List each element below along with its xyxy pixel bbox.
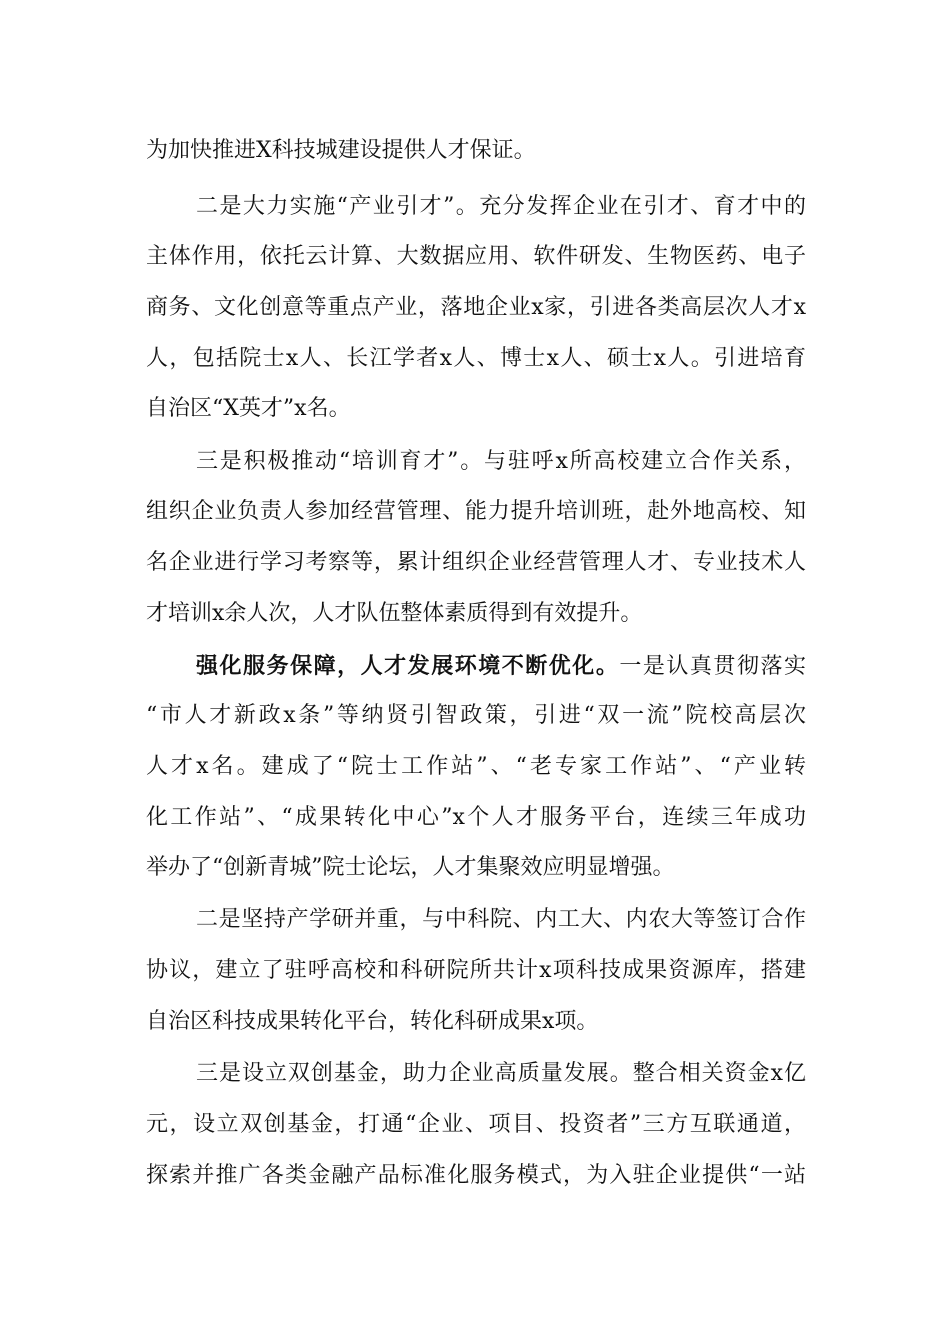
section-heading-line [196, 646, 806, 686]
text-line: 举办了“创新青城”院士论坛，人才集聚效应明显增强。 [146, 855, 675, 880]
text-run: 一是认真贯彻落实 [619, 654, 806, 679]
text-line: 主体作用，依托云计算、大数据应用、软件研发、生物医药、电子 [146, 244, 806, 269]
text-line: 二是坚持产学研并重，与中科院、内工大、内农大等签订合作 [196, 907, 806, 932]
text-line: 三是积极推动“培训育才”。与驻呼x所高校建立合作关系， [196, 449, 806, 474]
text-line: 人才x名。建成了“院士工作站”、“老专家工作站”、“产业转 [146, 754, 806, 779]
text-line: 自治区科技成果转化平台，转化科研成果x项。 [146, 1009, 599, 1034]
text-line: 组织企业负责人参加经营管理、能力提升培训班，赴外地高校、知 [146, 499, 806, 524]
text-line: 名企业进行学习考察等，累计组织企业经营管理人才、专业技术人 [146, 550, 806, 575]
text-line: 人，包括院士x人、长江学者x人、博士x人、硕士x人。引进培育 [146, 346, 806, 371]
text-line: 元，设立双创基金，打通“企业、项目、投资者”三方互联通道， [146, 1112, 806, 1137]
text-line: “市人才新政x条”等纳贤引智政策，引进“双一流”院校高层次 [146, 703, 806, 728]
text-line: 为加快推进X科技城建设提供人才保证。 [146, 138, 536, 163]
text-line: 化工作站”、“成果转化中心”x个人才服务平台，连续三年成功 [146, 805, 806, 830]
text-line: 二是大力实施“产业引才”。充分发挥企业在引才、育才中的 [196, 194, 806, 219]
text-line: 协议，建立了驻呼高校和科研院所共计x项科技成果资源库，搭建 [146, 958, 806, 983]
text-line: 商务、文化创意等重点产业，落地企业x家，引进各类高层次人才x [146, 295, 806, 320]
text-line: 自治区“X英才”x名。 [146, 396, 351, 421]
section-heading: 强化服务保障，人才发展环境不断优化。 [196, 653, 620, 679]
text-line: 探索并推广各类金融产品标准化服务模式，为入驻企业提供“一站 [146, 1163, 806, 1188]
text-line: 三是设立双创基金，助力企业高质量发展。整合相关资金x亿 [196, 1061, 806, 1086]
text-line: 才培训x余人次，人才队伍整体素质得到有效提升。 [146, 601, 643, 626]
